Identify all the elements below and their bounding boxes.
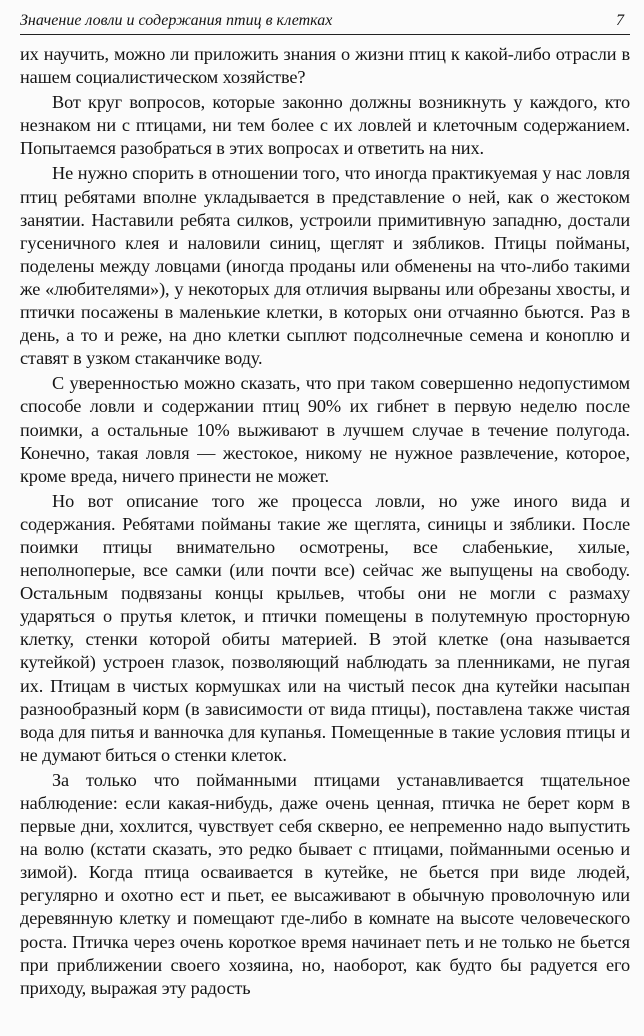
- body-text: [20, 43, 630, 1000]
- paragraph: С уверенностью можно сказать, что при таком совершенно недопустимом способе ловли и содержании птиц 90% их гибнет в первую неделю после поимки, а остальные 10% выживают в лучшем случае в течение полугода. Конечно, такая ловля — жестокое, никому не нужное развлечение, которое, кроме вреда, ничего принести не может.: [20, 373, 630, 486]
- paragraph: Вот круг вопросов, которые законно должны возникнуть у каждого, кто незнаком ни с птицами, ни тем более с их ловлей и клеточным содержанием. Попытаемся разобраться в этих вопросах и ответить на них.: [20, 92, 630, 159]
- page-number: 7: [616, 12, 624, 29]
- paragraph-continued: их научить, можно ли приложить знания о жизни птиц к какой-либо отрасли в нашем социалистическом хозяйстве?: [20, 44, 630, 88]
- running-header: [20, 0, 630, 35]
- paragraph: Не нужно спорить в отношении того, что иногда практикуемая у нас ловля птиц ребятами вполне укладывается в представление о ней, как о жестоком занятии. Наставили ребята силков, устроили примитивную западню, достали гусеничного клея и наловили синиц, щеглят и зябликов. Птицы пойманы, поделены между ловцами (иногда проданы или обменены на что-либо такими же «любителями»), у некоторых для отличия вырваны или обрезаны хвосты, и птички посажены в маленькие клетки, в которых они отчаянно бьются. Раз в день, а то и реже, на дно клетки сыплют подсолнечные семена и коноплю и ставят в узком стаканчике воду.: [20, 163, 630, 369]
- paragraph: За только что пойманными птицами устанавливается тщательное наблюдение: если какая-нибудь, даже очень ценная, птичка не берет корм в первые дни, хохлится, чувствует себя скверно, ее непременно надо выпустить на волю (кстати сказать, это редко бывает с птицами, пойманными осенью и зимой). Когда птица осваивается в кутейке, не бьется при виде людей, регулярно и охотно ест и пьет, ее высаживают в обычную проволочную или деревянную клетку и помещают где-либо в комнате на высоте человеческого роста. Птичка через очень короткое время начинает петь и не только не бьется при приближении своего хозяина, но, наоборот, как будто бы радуется его приходу, выражая эту радость: [20, 769, 630, 998]
- paragraph: Но вот описание того же процесса ловли, но уже иного вида и содержания. Ребятами пойманы такие же щеглята, синицы и зяблики. После поимки птицы внимательно осмотрены, все слабенькие, хилые, неполноперые, все самки (или почти все) сейчас же выпущены на свободу. Остальным подвязаны концы крыльев, чтобы они не могли с размаху ударяться о прутья клеток, и птички помещены в полутемную просторную клетку, стенки которой обиты материей. В этой клетке (она называется кутейкой) устроен глазок, позволяющий наблюдать за пленниками, не пугая их. Птицам в чистых кормушках или на чистый песок дна кутейки насыпан разнообразный корм (в зависимости от вида птицы), поставлена также чистая вода для питья и ванночка для купанья. Помещенные в такие условия птицы и не думают биться о стенки клеток.: [20, 490, 630, 765]
- chapter-title: Значение ловли и содержания птиц в клетках: [20, 12, 333, 29]
